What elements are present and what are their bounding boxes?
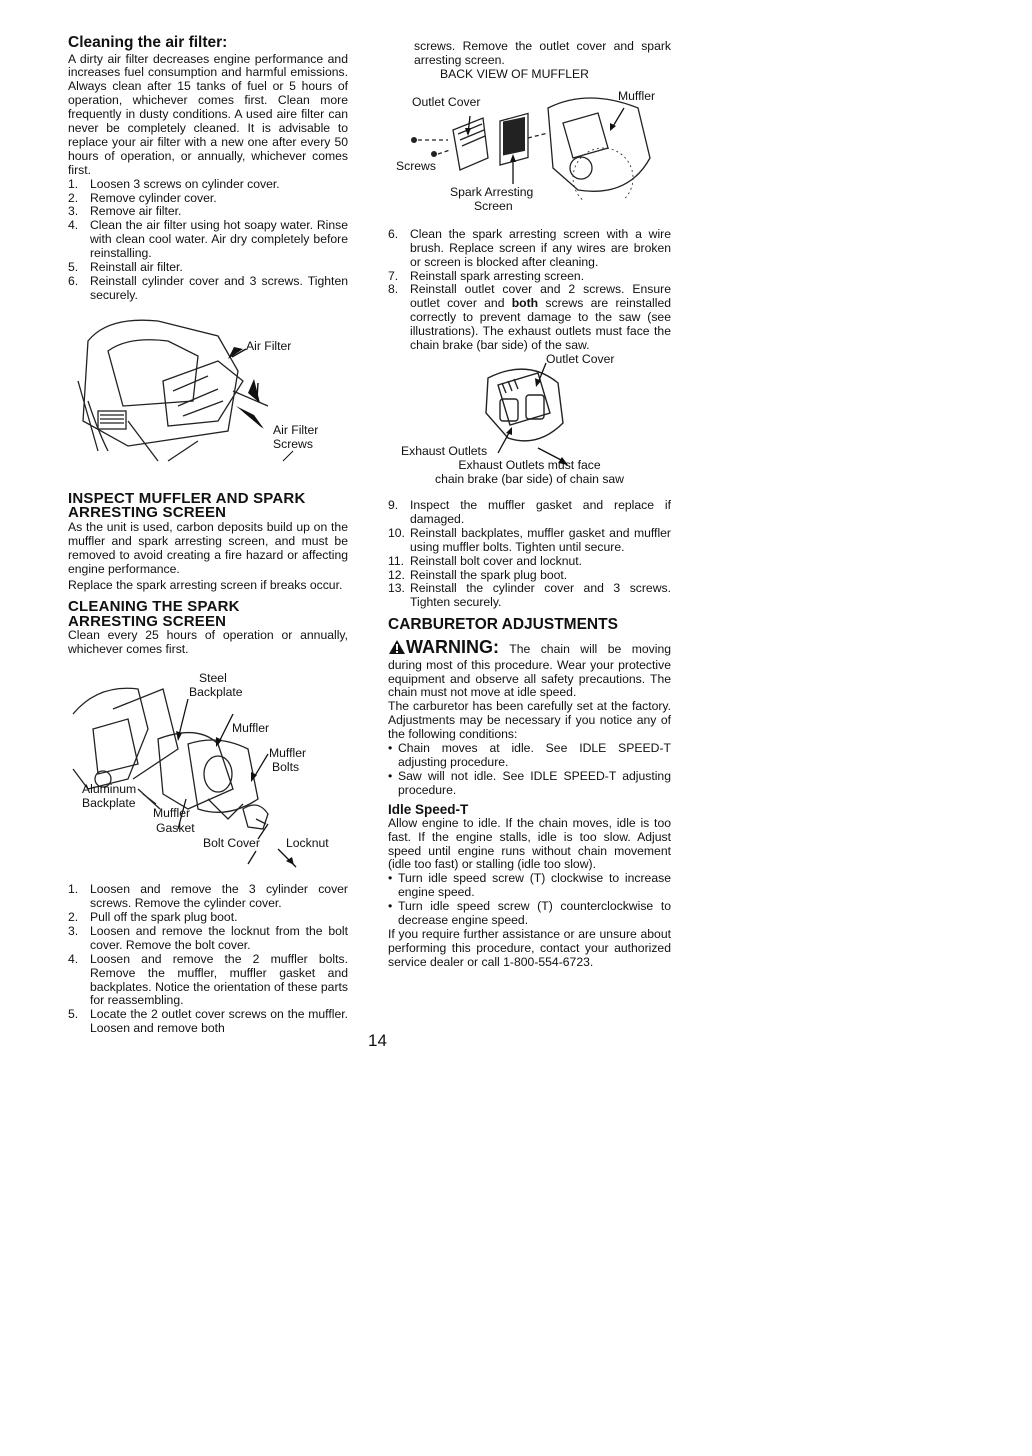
air-filter-steps — [68, 178, 348, 303]
list-item: 3. Loosen and remove the locknut from the bolt cover. Remove the bolt cover. — [68, 923, 348, 952]
list-item: 6. Reinstall cylinder cover and 3 screws. Tighten securely. — [68, 274, 348, 302]
air-filter-intro: A dirty air filter decreases engine performance and increases fuel consumption and harmful emissions. Always clean after 15 tanks of fuel or 5 hours of operation, whichever comes first. Clean more frequently in dusty conditions. A used aire filter can never be completely cleaned. It is advisable to replace your air filter with a new one after every 50 hours of operation, or annually, whichever comes first. — [68, 51, 348, 177]
list-item: 5. Locate the 2 outlet cover screws on the muffler. Loosen and remove both — [68, 1007, 348, 1036]
back-view-figure — [388, 66, 671, 213]
label-aluminum-1: Aluminum — [82, 782, 137, 797]
inspect-heading-2: ARRESTING SCREEN — [68, 504, 227, 522]
carburetor-heading: CARBURETOR ADJUSTMENTS — [388, 616, 618, 634]
list-item: 1. Loosen and remove the 3 cylinder cover screws. Remove the cylinder cover. — [68, 882, 348, 911]
label-spark-2: Screen — [474, 198, 513, 213]
list-item: 11. Reinstall bolt cover and locknut. — [388, 553, 583, 568]
right-column — [388, 40, 671, 970]
label-muffler-bolts-1: Muffler — [269, 746, 307, 761]
list-item: • Turn idle speed screw (T) clockwise to increase engine speed. — [388, 872, 671, 900]
list-item: 10. Reinstall backplates, muffler gasket and muffler using muffler bolts. Tighten until secure. — [388, 525, 671, 554]
label-muffler-bolts-2: Bolts — [272, 760, 300, 775]
carburetor-bullets — [388, 742, 671, 798]
list-item: • Chain moves at idle. See IDLE SPEED-T adjusting procedure. — [388, 742, 671, 770]
list-item: 3. Remove air filter. — [68, 204, 182, 219]
label-outlet-cover: Outlet Cover — [546, 351, 615, 366]
list-item: 12. Reinstall the spark plug boot. — [388, 567, 568, 582]
inspect-heading-1: INSPECT MUFFLER AND SPARK — [68, 489, 306, 507]
list-item: 4. Loosen and remove the 2 muffler bolts. Remove the muffler, muffler gasket and backplates. Notice the orientation of these parts for reassembling. — [68, 951, 348, 1008]
list-item: 4. Clean the air filter using hot soapy water. Rinse with clean cool water. Air dry completely before reinstalling. — [68, 218, 348, 261]
label-muffler-back: Muffler — [618, 88, 656, 103]
idle-speed-bullets — [388, 872, 671, 928]
cleaning-heading-2: ARRESTING SCREEN — [68, 612, 227, 630]
list-item: 7. Reinstall spark arresting screen. — [388, 268, 585, 283]
label-air-filter-screws-2: Screws — [273, 436, 313, 451]
list-item: • Saw will not idle. See IDLE SPEED-T adjusting procedure. — [388, 770, 671, 798]
air-filter-illustration — [68, 311, 348, 476]
list-item: 9. Inspect the muffler gasket and replace if damaged. — [388, 497, 671, 526]
inspect-para-1: As the unit is used, carbon deposits build up on the muffler and spark arresting screen, and must be removed to avoid creating a fire hazard or affecting engine performance. — [68, 519, 348, 576]
label-spark-1: Spark Arresting — [450, 184, 534, 199]
cleaning-steps — [68, 883, 348, 1036]
warning-icon — [388, 639, 406, 659]
list-item: 2. Remove cylinder cover. — [68, 190, 217, 205]
idle-speed-final: If you require further assistance or are unsure about performing this procedure, contact your authorized service dealer or call 1-800-554-6723. — [388, 926, 671, 969]
label-outlet-cover-back: Outlet Cover — [412, 94, 481, 109]
back-view-title: BACK VIEW OF MUFFLER — [440, 66, 589, 81]
label-bolt-cover: Bolt Cover — [203, 836, 260, 851]
list-item: • Turn idle speed screw (T) counterclockwise to decrease engine speed. — [388, 900, 671, 928]
idle-speed-para: Allow engine to idle. If the chain moves, idle is too fast. If the engine stalls, idle is too slow. Adjust speed until engine runs without chain movement (idle too fast) or stalling (idle too slow). — [388, 815, 671, 872]
muffler-exploded-figure — [68, 669, 348, 879]
right-steps-b — [388, 499, 671, 610]
label-gasket-2: Gasket — [156, 821, 195, 836]
list-item: 5. Reinstall air filter. — [68, 260, 183, 275]
list-item: 8. Reinstall outlet cover and 2 screws. Ensure outlet cover and both screws are reinstalled correctly to prevent damage to the saw (see illustrations). The exhaust outlets must face the chain brake (bar side) of the saw. — [388, 282, 672, 353]
outlet-caption-1: Exhaust Outlets must face — [458, 457, 601, 472]
label-air-filter: Air Filter — [246, 338, 292, 353]
label-air-filter-screws-1: Air Filter — [273, 422, 319, 437]
warning-label: WARNING: — [406, 636, 499, 657]
list-item: 6. Clean the spark arresting screen with a wire brush. Replace screen if any wires are broken or screen is blocked after cleaning. — [388, 226, 671, 269]
warning-paragraph — [388, 636, 671, 701]
label-exhaust-outlets: Exhaust Outlets — [401, 443, 488, 458]
list-item: 1. Loosen 3 screws on cylinder cover. — [68, 176, 280, 191]
right-steps-a — [388, 228, 671, 353]
cleaning-heading-1: CLEANING THE SPARK — [68, 598, 240, 616]
left-column — [68, 36, 348, 1036]
outlet-cover-figure — [388, 353, 671, 485]
air-filter-figure — [68, 311, 348, 476]
list-item: 13. Reinstall the cylinder cover and 3 screws. Tighten securely. — [388, 581, 671, 610]
outlet-caption-2: chain brake (bar side) of chain saw — [434, 471, 624, 486]
inspect-para-2: Replace the spark arresting screen if breaks occur. — [68, 578, 343, 593]
label-steel-1: Steel — [199, 671, 227, 686]
cleaning-para: Clean every 25 hours of operation or annually, whichever comes first. — [68, 628, 348, 657]
page-number: 14 — [368, 1031, 387, 1050]
air-filter-heading: Cleaning the air filter: — [68, 34, 228, 51]
continued-text: screws. Remove the outlet cover and spark arresting screen. — [414, 39, 671, 67]
label-steel-2: Backplate — [189, 685, 243, 700]
carburetor-para: The carburetor has been carefully set at the factory. Adjustments may be necessary if you notice any of the following conditions: — [388, 699, 671, 742]
list-item: 2. Pull off the spark plug boot. — [68, 909, 238, 924]
label-screws: Screws — [396, 158, 436, 173]
warning-text: The chain will be moving during most of this procedure. Wear your protective equipment and observe all safety precautions. The chain must not move at idle speed. — [388, 641, 671, 700]
label-muffler: Muffler — [232, 721, 270, 736]
label-aluminum-2: Backplate — [82, 796, 136, 811]
label-locknut: Locknut — [286, 836, 329, 851]
back-view-illustration — [388, 68, 671, 200]
idle-speed-heading: Idle Speed-T — [388, 801, 469, 817]
label-gasket-1: Muffler — [153, 806, 191, 821]
